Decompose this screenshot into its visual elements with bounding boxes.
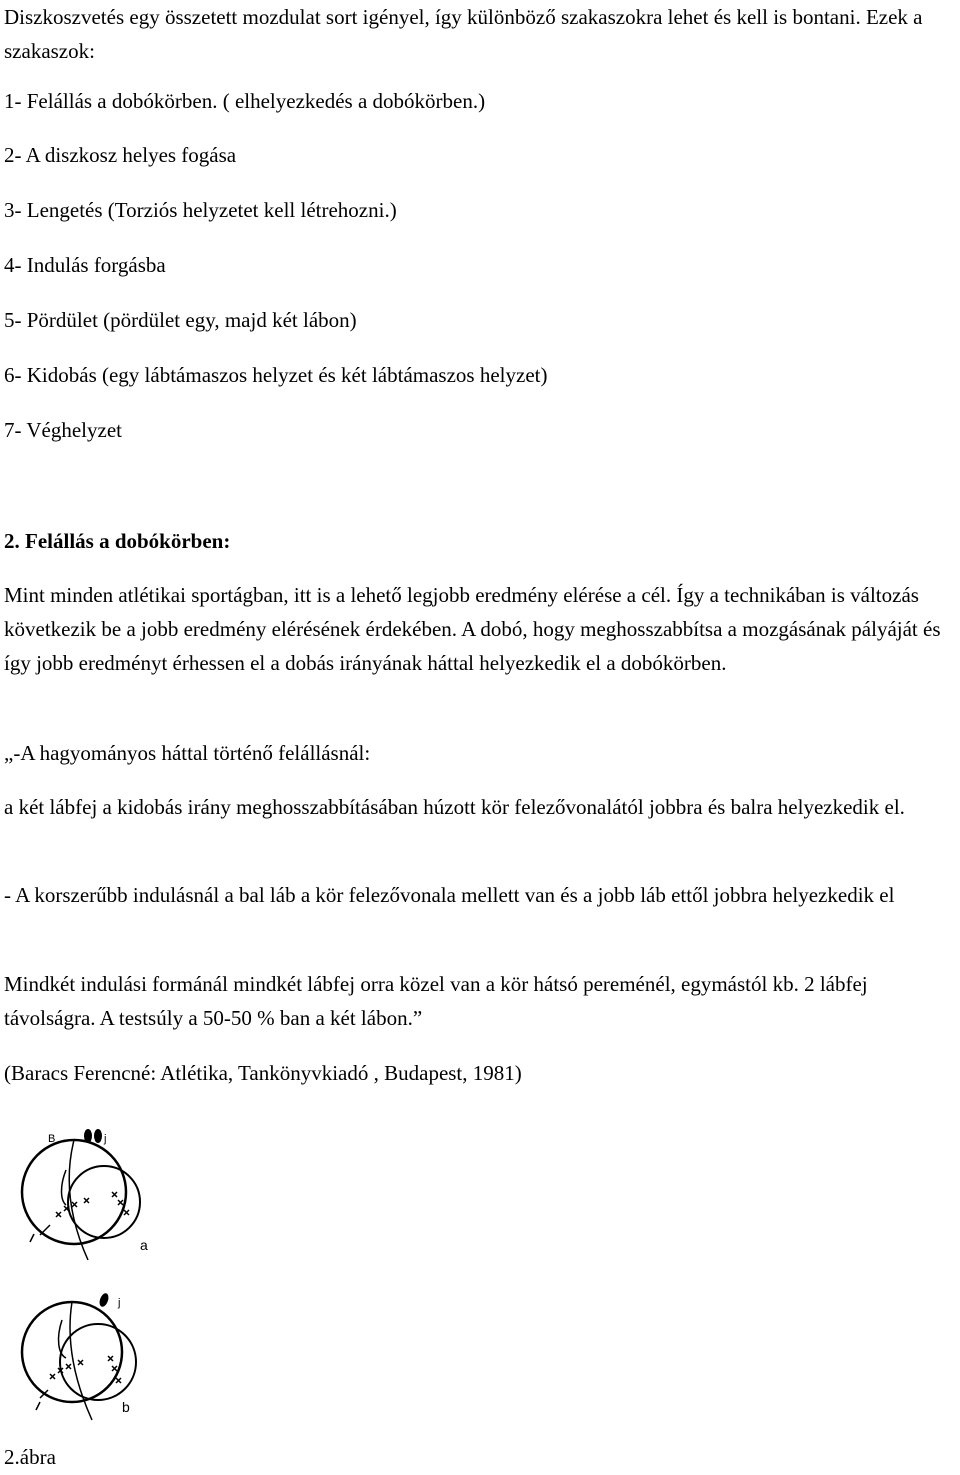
figure-caption: 2.ábra — [4, 1445, 56, 1469]
diagram-a-foot-right — [94, 1129, 102, 1143]
diagram-b — [22, 1292, 136, 1420]
phase-item-1: 1- Felállás a dobókörben. ( elhelyezkedés a dobókörben.) — [4, 89, 486, 113]
diagram-a-inner-circle — [68, 1166, 140, 1238]
phase-item-3: 3- Lengetés (Torziós helyzetet kell létrehozni.) — [4, 198, 397, 222]
phase-item-4: 4- Indulás forgásba — [4, 253, 166, 277]
diagram-a-turn-curve — [62, 1170, 67, 1205]
diagram-b-foot — [98, 1292, 110, 1308]
phase-item-6: 6- Kidobás (egy lábtámaszos helyzet és két lábtámaszos helyzet) — [4, 363, 548, 387]
phase-item-5: 5- Pördület (pördület egy, majd két lábon) — [4, 308, 357, 332]
citation: (Baracs Ferencné: Atlétika, Tankönyvkiadó , Budapest, 1981) — [4, 1061, 522, 1085]
diagram-a-arrow — [30, 1225, 50, 1242]
diagram-b-label: b — [122, 1399, 130, 1415]
diagram-b-foot-j-label: j — [118, 1297, 121, 1309]
quote-intro: „-A hagyományos háttal történő felállásnál: — [4, 741, 371, 765]
diagram-a-foot-b-label: B — [48, 1133, 56, 1145]
diagram-a-label: a — [140, 1237, 148, 1253]
paragraph-4: Mindkét indulási formánál mindkét lábfej orra közel van a kör hátsó pereménél, egymástól kb. 2 lábfej távolságra. A testsúly a 50-50 % ban a két lábon.” — [4, 972, 868, 1030]
intro-paragraph: Diszkoszvetés egy összetett mozdulat sort igényel, így különböző szakaszokra lehet és kell is bontani. Ezek a szakaszok: — [4, 5, 923, 63]
diagram-a-foot-j-label: j — [104, 1133, 107, 1145]
diagram-a — [22, 1129, 140, 1260]
paragraph-3: - A korszerűbb indulásnál a bal láb a kör felezővonala mellett van és a jobb láb ettől jobbra helyezkedik el — [4, 883, 895, 907]
diagram-a-outer-circle — [22, 1140, 126, 1244]
foot-position-figure — [0, 1110, 170, 1440]
diagram-a-cross-marks — [56, 1192, 129, 1217]
section-heading: 2. Felállás a dobókörben: — [4, 529, 231, 553]
phase-item-7: 7- Véghelyzet — [4, 418, 122, 442]
paragraph-2: a két lábfej a kidobás irány meghosszabbításában húzott kör felezővonalától jobbra és balra helyezkedik el. — [4, 795, 905, 819]
diagram-a-foot-left — [84, 1129, 92, 1143]
diagram-b-inner-circle — [60, 1324, 136, 1400]
phase-item-2: 2- A diszkosz helyes fogása — [4, 143, 237, 167]
paragraph-1: Mint minden atlétikai sportágban, itt is a lehető legjobb eredmény elérése a cél. Így a technikában is változás következik be a jobb eredmény elérésének érdekében. A dobó, hogy meghosszabbítsa a mozgásának pályáját és így jobb eredményt érhessen el a dobás irányának háttal helyezkedik el a dobókörben. — [4, 583, 941, 675]
